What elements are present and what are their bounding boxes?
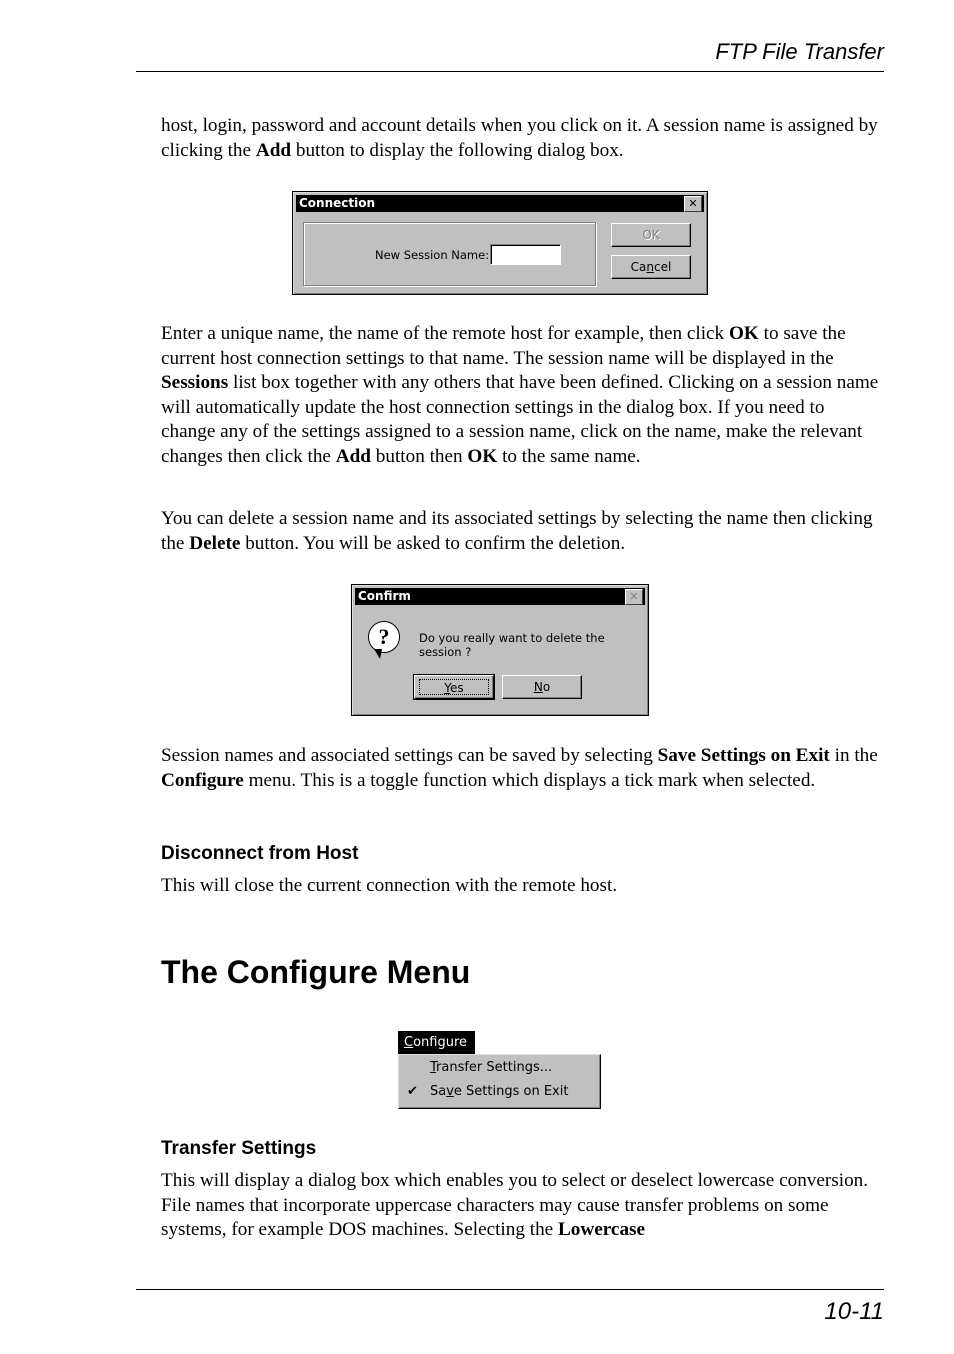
yes-button[interactable]: Yes bbox=[414, 675, 494, 699]
paragraph-save-settings: Session names and associated settings can be saved by selecting Save Settings on Exit in the Configure menu. This is a toggle function which displays a tick mark when selected. bbox=[161, 745, 878, 791]
subhead-disconnect: Disconnect from Host bbox=[161, 843, 359, 864]
close-icon[interactable]: ✕ bbox=[625, 589, 643, 605]
configure-menu bbox=[398, 1054, 601, 1109]
header-rule bbox=[136, 71, 884, 72]
confirm-dialog bbox=[351, 584, 649, 716]
connection-dialog bbox=[292, 191, 708, 295]
ok-button[interactable]: OK bbox=[611, 223, 691, 247]
menu-item-save-settings-on-exit[interactable]: Save Settings on Exit bbox=[430, 1084, 569, 1099]
dialog-titlebar bbox=[296, 195, 704, 212]
menu-item-transfer-settings[interactable]: Transfer Settings... bbox=[430, 1060, 553, 1075]
dialog-title: Confirm bbox=[358, 589, 411, 603]
paragraph-delete-session: You can delete a session name and its associated settings by selecting the name then clicking the Delete button. You will be asked to confirm the deletion. bbox=[161, 508, 873, 554]
dialog-title: Connection bbox=[299, 196, 376, 210]
question-icon-tail bbox=[374, 649, 382, 659]
dialog-titlebar bbox=[355, 588, 645, 605]
paragraph-session-name: Enter a unique name, the name of the remote host for example, then click OK to save the current host connection settings to that name. The session name will be displayed in the Sessions list box together with any others that have been defined. Clicking on a session name will automatically update the host connection settings in the dialog box. If you need to change any of the settings assigned to a session name, click on the name, make the relevant changes then click the Add button then OK to the same name. bbox=[161, 323, 879, 467]
cancel-button[interactable]: Cancel bbox=[611, 255, 691, 279]
close-icon[interactable]: ✕ bbox=[684, 196, 702, 212]
session-name-panel bbox=[303, 222, 596, 286]
question-icon: ? bbox=[368, 621, 400, 653]
session-name-input[interactable] bbox=[490, 244, 561, 265]
paragraph-transfer-settings: This will display a dialog box which enables you to select or deselect lowercase conversion. File names that incorporate uppercase characters may cause transfer problems on some systems, for example DOS machines. Selecting the Lowercase bbox=[161, 1170, 869, 1240]
checkmark-icon: ✔ bbox=[407, 1084, 418, 1099]
section-title: The Configure Menu bbox=[161, 954, 471, 990]
subhead-transfer-settings: Transfer Settings bbox=[161, 1138, 317, 1159]
session-name-label: New Session Name: bbox=[375, 248, 490, 262]
page-number: 10-11 bbox=[824, 1298, 884, 1325]
running-header: FTP File Transfer bbox=[715, 39, 884, 64]
configure-menu-header[interactable]: Configure bbox=[398, 1031, 475, 1054]
footer-rule bbox=[136, 1289, 884, 1290]
confirm-message: Do you really want to delete the session ? bbox=[419, 631, 605, 659]
paragraph-session-intro: host, login, password and account details when you click on it. A session name is assigned by clicking the Add button to display the following dialog box. bbox=[161, 115, 878, 161]
no-button[interactable]: No bbox=[502, 675, 582, 699]
paragraph-disconnect: This will close the current connection with the remote host. bbox=[161, 875, 618, 896]
